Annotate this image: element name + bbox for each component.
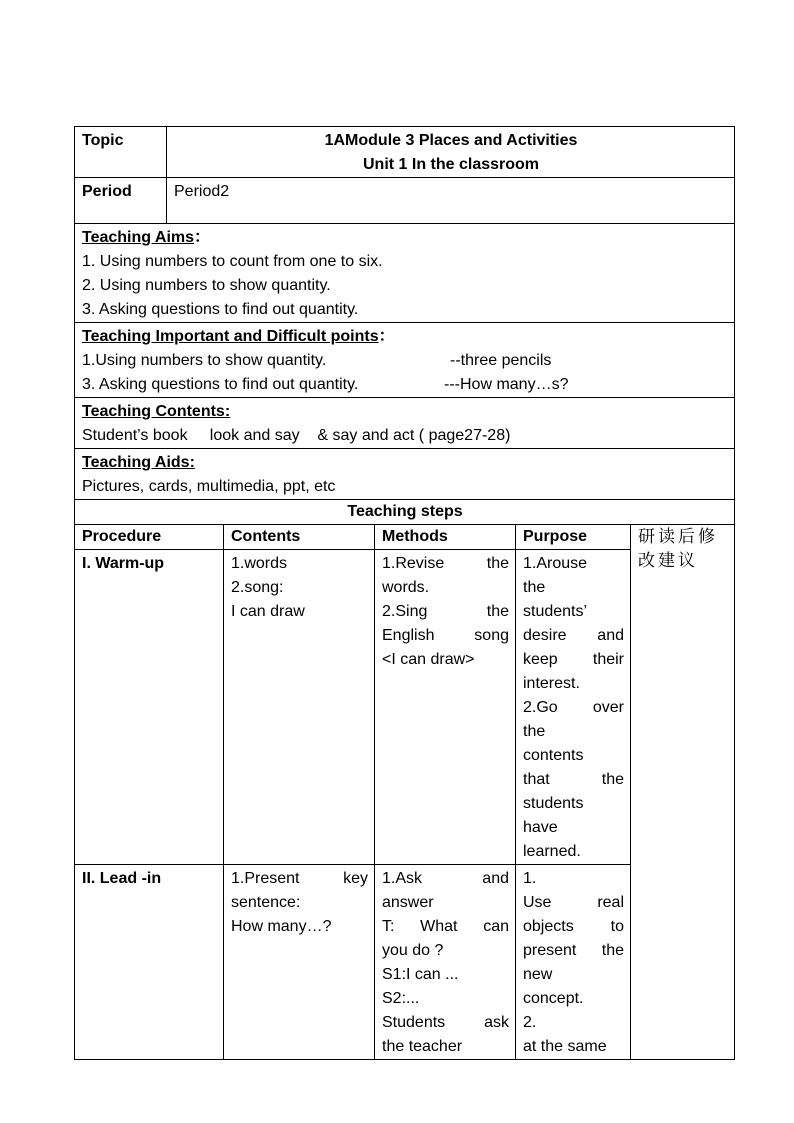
warmup-procedure: I. Warm-up: [75, 550, 224, 865]
header-procedure: Procedure: [75, 525, 224, 550]
leadin-contents: [224, 865, 375, 1060]
contents-title: Teaching Contents:: [82, 403, 231, 420]
aims-row: [75, 224, 735, 323]
warmup-purpose-line: contents: [523, 747, 584, 764]
warmup-purpose-line: the: [523, 579, 546, 596]
header-contents: Contents: [224, 525, 375, 550]
steps-title-row: [75, 500, 735, 525]
warmup-purpose-line: that the: [523, 771, 624, 788]
leadin-purpose-line: objects to: [523, 918, 624, 935]
leadin-procedure: II. Lead -in: [75, 865, 224, 1060]
topic-row: [75, 127, 735, 178]
warmup-methods-line: English song: [382, 627, 509, 644]
warmup-purpose-line: keep their: [523, 651, 624, 668]
leadin-methods-line: S1:I can ...: [382, 966, 459, 983]
leadin-methods-line: Students ask: [382, 1014, 509, 1031]
warmup-purpose-line: have: [523, 819, 558, 836]
steps-title: Teaching steps: [75, 500, 735, 525]
aims-item: 3. Asking questions to find out quantity.: [82, 301, 359, 318]
contents-cell: [75, 398, 735, 449]
leadin-methods-line: 1.Ask and: [382, 870, 509, 887]
aids-row: [75, 449, 735, 500]
leadin-methods-line: answer: [382, 894, 434, 911]
steps-header-row: [75, 525, 735, 550]
important-heading: [82, 325, 728, 349]
aims-title: Teaching Aims: [82, 229, 195, 246]
warmup-methods-line: 1.Revise the: [382, 555, 509, 572]
warmup-purpose-line: interest.: [523, 675, 580, 692]
important-item: [82, 373, 728, 397]
leadin-purpose-line: Use real: [523, 894, 624, 911]
warmup-purpose-line: students: [523, 795, 584, 812]
warmup-purpose-line: the: [523, 723, 546, 740]
aims-item: 2. Using numbers to show quantity.: [82, 277, 331, 294]
important-item-right: --three pencils: [450, 352, 552, 369]
topic-line-2: Unit 1 In the classroom: [362, 156, 540, 173]
important-item-left: 3. Asking questions to find out quantity.: [82, 376, 359, 393]
important-item-left: 1.Using numbers to show quantity.: [82, 352, 327, 369]
leadin-contents-line: sentence:: [231, 894, 301, 911]
period-row: [75, 178, 735, 224]
notes-header-line-1: 研读后修: [638, 527, 718, 547]
important-colon: ：: [378, 328, 395, 345]
leadin-contents-line: How many…?: [231, 918, 332, 935]
leadin-purpose-line: at the same: [523, 1038, 607, 1055]
aims-heading: [82, 226, 728, 250]
leadin-methods-line: S2:...: [382, 990, 420, 1007]
warmup-purpose-line: learned.: [523, 843, 581, 860]
leadin-purpose-line: 2.: [523, 1014, 537, 1031]
aids-cell: [75, 449, 735, 500]
leadin-purpose-line: present the: [523, 942, 624, 959]
leadin-purpose-line: concept.: [523, 990, 584, 1007]
topic-value: [167, 127, 735, 178]
warmup-methods: [375, 550, 516, 865]
important-title: Teaching Important and Difficult points: [82, 328, 379, 345]
lesson-plan-table: [74, 126, 735, 1060]
topic-label: Topic: [75, 127, 167, 178]
warmup-purpose-line: students’: [523, 603, 588, 620]
period-label: Period: [75, 178, 167, 224]
notes-header-line-2: 改建议: [638, 551, 698, 571]
leadin-purpose-line: new: [523, 966, 553, 983]
aims-cell: [75, 224, 735, 323]
aims-item: 1. Using numbers to count from one to six.: [82, 253, 383, 270]
aims-colon: ：: [194, 229, 211, 246]
leadin-methods-line: T: What can: [382, 918, 509, 935]
important-item-right: ---How many…s?: [444, 376, 569, 393]
header-methods: Methods: [375, 525, 516, 550]
topic-line-1: 1AModule 3 Places and Activities: [324, 132, 578, 149]
warmup-methods-line: <I can draw>: [382, 651, 475, 668]
leadin-methods: [375, 865, 516, 1060]
warmup-purpose: [516, 550, 631, 865]
warmup-contents-line: 2.song:: [231, 579, 284, 596]
contents-text: Student’s book look and say & say and act ( page27-28): [82, 427, 511, 444]
contents-row: [75, 398, 735, 449]
leadin-methods-line: the teacher: [382, 1038, 463, 1055]
warmup-purpose-line: 2.Go over: [523, 699, 624, 716]
important-cell: [75, 323, 735, 398]
notes-column: [631, 525, 735, 1060]
warmup-methods-line: 2.Sing the: [382, 603, 509, 620]
leadin-methods-line: you do ?: [382, 942, 444, 959]
warmup-purpose-line: 1.Arouse: [523, 555, 588, 572]
header-purpose: Purpose: [516, 525, 631, 550]
aids-text: Pictures, cards, multimedia, ppt, etc: [82, 478, 336, 495]
period-value: Period2: [167, 178, 735, 224]
warmup-purpose-line: desire and: [523, 627, 624, 644]
warmup-contents: [224, 550, 375, 865]
warmup-contents-line: I can draw: [231, 603, 305, 620]
warmup-contents-line: 1.words: [231, 555, 288, 572]
warmup-methods-line: words.: [382, 579, 430, 596]
leadin-contents-line: 1.Present key: [231, 870, 368, 887]
lesson-plan-sheet: [74, 126, 734, 1060]
leadin-purpose: [516, 865, 631, 1060]
important-row: [75, 323, 735, 398]
important-item: [82, 349, 728, 373]
leadin-purpose-line: 1.: [523, 870, 537, 887]
aids-title: Teaching Aids:: [82, 454, 195, 471]
